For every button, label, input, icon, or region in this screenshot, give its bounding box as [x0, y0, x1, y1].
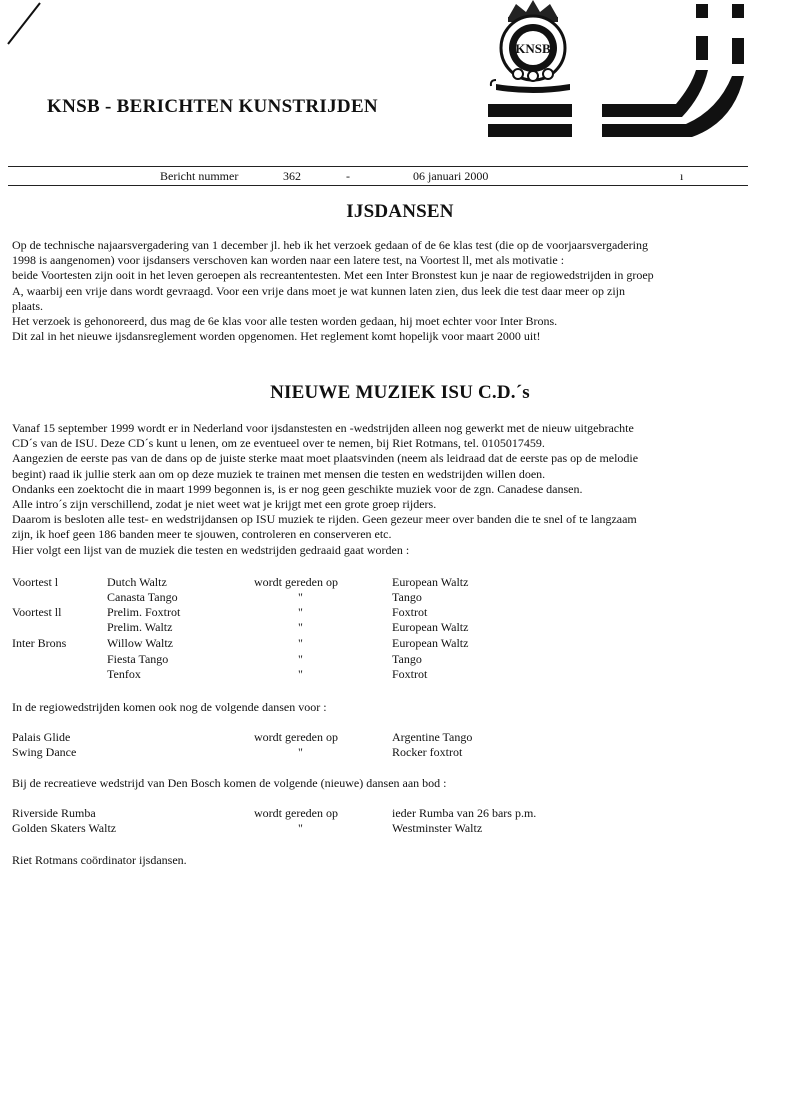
section-heading-ijsdansen: IJSDANSEN [346, 201, 454, 222]
table-cell-music: European Waltz [392, 636, 469, 650]
knsb-logo [486, 0, 748, 160]
paragraph-line: zijn, ik hoef geen 186 banden meer te sjouwen, controleren en conserveren etc. [12, 527, 392, 542]
message-number: 362 [283, 169, 301, 183]
table-cell-music: Tango [392, 652, 422, 666]
table-cell-group: Inter Brons [12, 636, 67, 650]
paragraph-line: Op de technische najaarsvergadering van 1 december jl. heb ik het verzoek gedaan of de 6e klas test (die op de voorjaarsvergadering [12, 238, 648, 252]
ice-track-graphic [486, 0, 748, 160]
table-cell-dance: Fiesta Tango [107, 652, 169, 666]
table-cell-dance: Tenfox [107, 667, 141, 681]
paragraph-line: A, waarbij een vrije dans wordt gevraagd. Voor een vrije dans moet je wat kunnen laten zien, dus leek die test daar meer op zijn [12, 283, 626, 298]
paragraph-line: begint) raad ik jullie sterk aan om op deze muziek te trainen met mensen die testen en wedstrijden willen doen. [12, 466, 546, 481]
regio-intro: In de regiowedstrijden komen ook nog de volgende dansen voor : [12, 700, 327, 714]
table-cell-music: European Waltz [392, 620, 469, 634]
paragraph-line: 1998 is aangenomen) voor ijsdansers verschoven kan worden naar een latere test, na Voortest ll, met als motivatie : [12, 253, 565, 268]
paragraph-line: Hier volgt een lijst van de muziek die testen en wedstrijden gedraaid gaat worden : [12, 542, 410, 557]
table-cell-dance: Prelim. Foxtrot [107, 605, 181, 619]
paragraph-line: Dit zal in het nieuwe ijsdansreglement worden opgenomen. Het reglement komt hopelijk voor maart 2000 uit! [12, 329, 541, 344]
header-rule-bottom [8, 185, 748, 186]
paragraph-line: plaats. [12, 298, 43, 313]
table-cell-music: Tango [392, 590, 422, 604]
table-cell-dance: Palais Glide [12, 730, 71, 744]
message-date: 06 januari 2000 [413, 169, 489, 183]
paragraph-line: Vanaf 15 september 1999 wordt er in Nederland voor ijsdanstesten en -wedstrijden alleen nog gewerkt met de nieuw uitgebrachte [12, 421, 634, 435]
table-cell-group: Voortest l [12, 575, 59, 589]
table-cell-music: Argentine Tango [392, 730, 473, 744]
svg-text:KNSB: KNSB [515, 41, 551, 56]
paragraph-line: Daarom is besloten alle test- en wedstrijdansen op ISU muziek te rijden. Geen gezeur meer over banden die te snel of te langzaam [12, 512, 637, 527]
paragraph-line: Ondanks een zoektocht die in maart 1999 begonnen is, is er nog geen geschikte muziek voor de zgn. Canadese dansen. [12, 481, 583, 496]
signature-line: Riet Rotmans coördinator ijsdansen. [12, 853, 187, 867]
table-cell-verb: " [298, 745, 303, 759]
table-cell-verb: wordt gereden op [254, 806, 338, 820]
paragraph-line: beide Voortesten zijn ooit in het leven geroepen als recreantentesten. Met een Inter Bronstest kun je naar de regiowedstrijden in groep [12, 268, 654, 283]
header-rule-top [8, 166, 748, 167]
table-cell-group: Voortest ll [12, 605, 62, 619]
table-cell-music: Foxtrot [392, 667, 428, 681]
table-cell-verb: " [298, 652, 303, 666]
table-cell-verb: wordt gereden op [254, 575, 338, 589]
header-tick-mark: ı [680, 169, 684, 183]
section1-body [12, 238, 752, 344]
recreatief-intro: Bij de recreatieve wedstrijd van Den Bosch komen de volgende (nieuwe) dansen aan bod : [12, 776, 447, 790]
paragraph-line: Het verzoek is gehonoreerd, dus mag de 6e klas voor alle testen worden gedaan, hij moet echter voor Inter Brons. [12, 314, 558, 329]
table-cell-dance: Golden Skaters Waltz [12, 821, 117, 835]
table-cell-music: ieder Rumba van 26 bars p.m. [392, 806, 537, 820]
table-cell-dance: Swing Dance [12, 745, 77, 759]
table-cell-music: Rocker foxtrot [392, 745, 463, 759]
table-cell-dance: Riverside Rumba [12, 806, 96, 820]
table-cell-dance: Canasta Tango [107, 590, 178, 604]
table-cell-verb: " [298, 590, 303, 604]
organization-title: KNSB - BERICHTEN KUNSTRIJDEN [47, 96, 378, 117]
table-cell-verb: " [298, 605, 303, 619]
table-cell-verb: " [298, 620, 303, 634]
table-cell-verb: " [298, 667, 303, 681]
corner-slash-mark [4, 0, 44, 48]
message-number-label: Bericht nummer [160, 169, 239, 183]
table-cell-dance: Willow Waltz [107, 636, 173, 650]
section-heading-muziek: NIEUWE MUZIEK ISU C.D.´s [270, 382, 530, 403]
table-cell-dance: Prelim. Waltz [107, 620, 173, 634]
table-cell-dance: Dutch Waltz [107, 575, 167, 589]
header-separator: - [346, 169, 350, 183]
table-cell-verb: " [298, 636, 303, 650]
table-cell-music: Westminster Waltz [392, 821, 483, 835]
table-cell-verb: " [298, 821, 303, 835]
paragraph-line: CD´s van de ISU. Deze CD´s kunt u lenen, om ze eventueel over te nemen, bij Riet Rotmans, tel. 0105017459. [12, 436, 545, 451]
table-cell-verb: wordt gereden op [254, 730, 338, 744]
paragraph-line: Alle intro´s zijn verschillend, zodat je niet weet wat je krijgt met een grote groep rijders. [12, 497, 437, 512]
table-cell-music: European Waltz [392, 575, 469, 589]
table-cell-music: Foxtrot [392, 605, 428, 619]
section2-body [12, 421, 752, 558]
paragraph-line: Aangezien de eerste pas van de dans op de juiste sterke maat moet plaatsvinden (neem als leidraad dat de eerste pas op de melodie [12, 451, 639, 466]
